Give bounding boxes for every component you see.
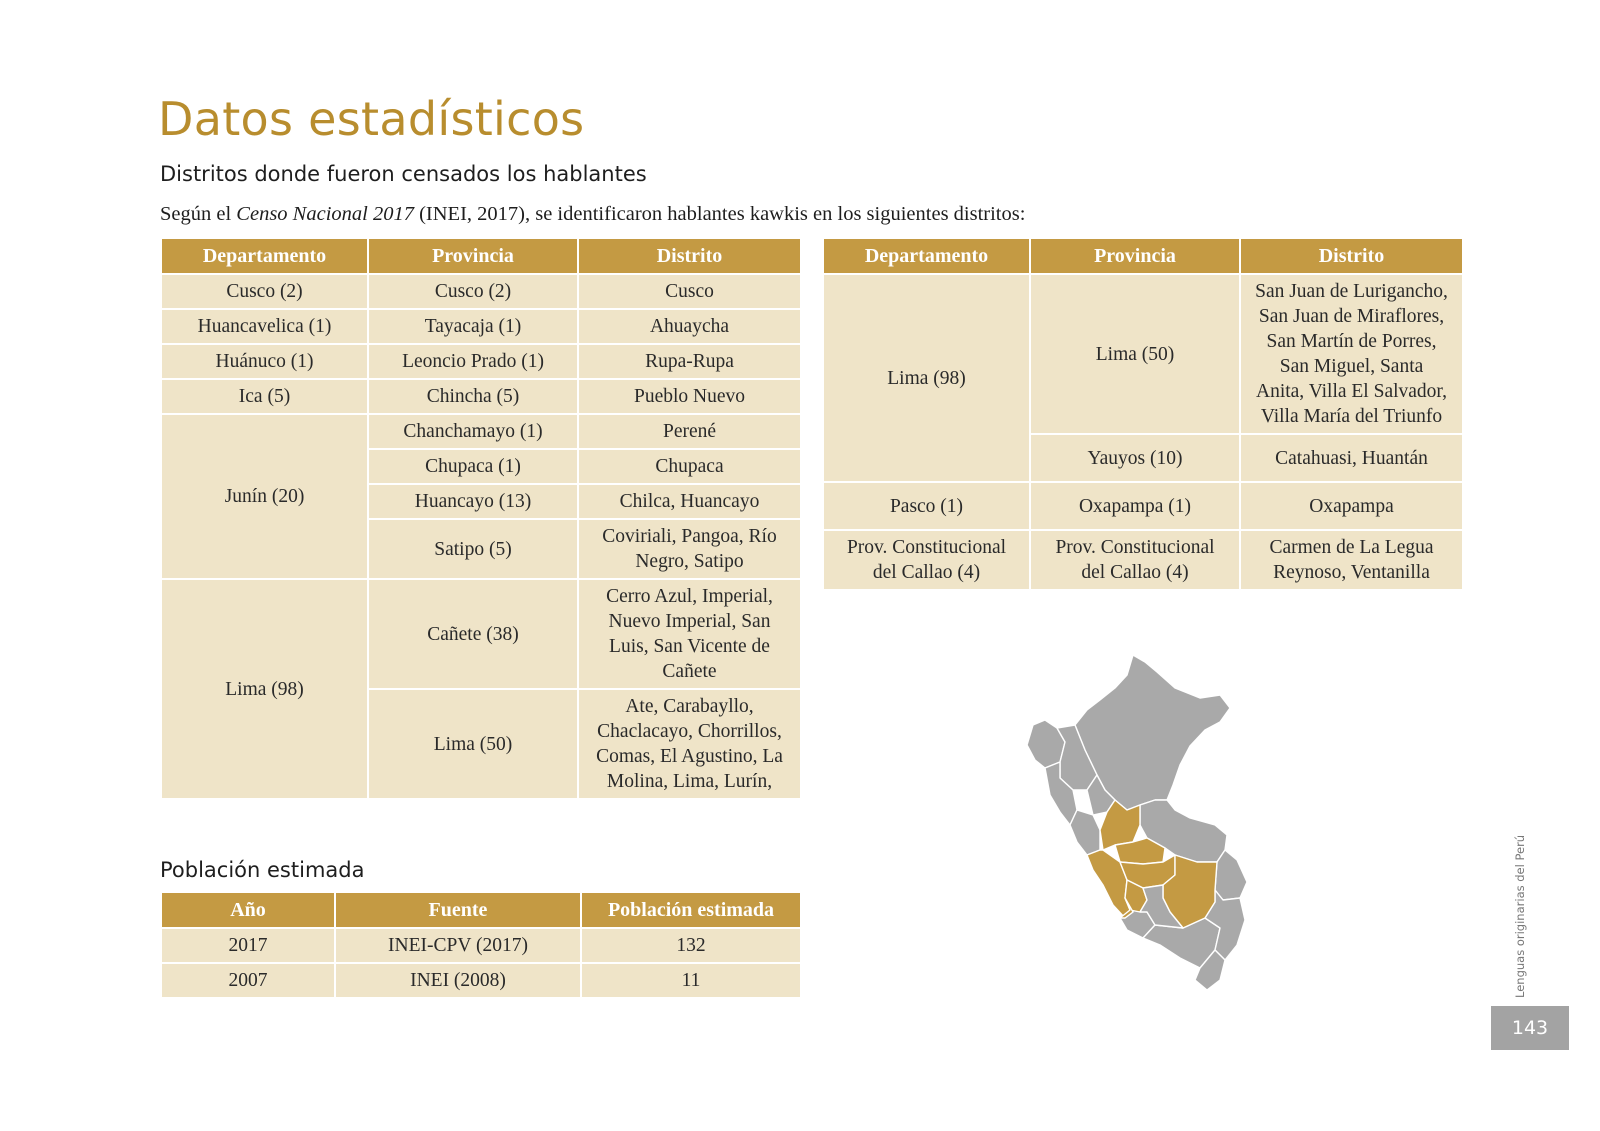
cell-distrito: Rupa-Rupa [578, 344, 801, 379]
cell-provincia: Chanchamayo (1) [368, 414, 578, 449]
table-row [161, 963, 801, 998]
cell-fuente: INEI (2008) [335, 963, 581, 998]
cell-provincia: Satipo (5) [368, 519, 578, 579]
cell-provincia: Prov. Constitucional del Callao (4) [1030, 530, 1240, 590]
cell-provincia: Yauyos (10) [1030, 434, 1240, 482]
table-row [823, 530, 1463, 590]
cell-distrito: Ahuaycha [578, 309, 801, 344]
cell-provincia: Cusco (2) [368, 274, 578, 309]
table-header-row [161, 892, 801, 928]
cell-provincia: Lima (50) [368, 689, 578, 799]
header-provincia: Provincia [368, 238, 578, 274]
intro-census-name: Censo Nacional 2017 [236, 203, 414, 225]
cell-distrito: Chupaca [578, 449, 801, 484]
cell-departamento: Huánuco (1) [161, 344, 368, 379]
cell-provincia: Huancayo (13) [368, 484, 578, 519]
header-distrito: Distrito [578, 238, 801, 274]
cell-anio: 2007 [161, 963, 335, 998]
population-table [160, 891, 802, 999]
table-row [161, 309, 801, 344]
cell-distrito: Chilca, Huancayo [578, 484, 801, 519]
header-departamento: Departamento [161, 238, 368, 274]
cell-distrito: Catahuasi, Huantán [1240, 434, 1463, 482]
cell-provincia: Tayacaja (1) [368, 309, 578, 344]
table-row [161, 414, 801, 449]
cell-provincia: Lima (50) [1030, 274, 1240, 434]
cell-distrito: San Juan de Lurigancho, San Juan de Miraflores, San Martín de Porres, San Miguel, Santa Anita, Villa El Salvador, Villa María del Triunfo [1240, 274, 1463, 434]
page-number: 143 [1491, 1006, 1569, 1050]
cell-poblacion: 132 [581, 928, 801, 963]
intro-text-post: (INEI, 2017), se identificaron hablantes kawkis en los siguientes distritos: [413, 203, 1026, 225]
table-row [161, 344, 801, 379]
cell-departamento: Prov. Constitucional del Callao (4) [823, 530, 1030, 590]
table-row [823, 482, 1463, 530]
map-region-ancash [1070, 810, 1100, 855]
header-distrito: Distrito [1240, 238, 1463, 274]
header-poblacion: Población estimada [581, 892, 801, 928]
cell-distrito: Ate, Carabayllo, Chaclacayo, Chorrillos, Comas, El Agustino, La Molina, Lima, Lurín, [578, 689, 801, 799]
header-anio: Año [161, 892, 335, 928]
header-departamento: Departamento [823, 238, 1030, 274]
intro-paragraph [160, 203, 1025, 226]
cell-distrito: Pueblo Nuevo [578, 379, 801, 414]
cell-departamento: Lima (98) [823, 274, 1030, 482]
cell-departamento: Pasco (1) [823, 482, 1030, 530]
cell-distrito: Cerro Azul, Imperial, Nuevo Imperial, San Luis, San Vicente de Cañete [578, 579, 801, 689]
section-subtitle: Distritos donde fueron censados los hablantes [160, 162, 647, 186]
districts-table-continued [822, 237, 1464, 591]
districts-table [160, 237, 802, 800]
cell-poblacion: 11 [581, 963, 801, 998]
cell-provincia: Oxapampa (1) [1030, 482, 1240, 530]
header-provincia: Provincia [1030, 238, 1240, 274]
peru-map [1015, 650, 1265, 995]
cell-fuente: INEI-CPV (2017) [335, 928, 581, 963]
cell-provincia: Cañete (38) [368, 579, 578, 689]
book-title-vertical: Lenguas originarias del Perú [1513, 834, 1527, 998]
cell-distrito: Coviriali, Pangoa, Río Negro, Satipo [578, 519, 801, 579]
cell-provincia: Chincha (5) [368, 379, 578, 414]
table-header-row [161, 238, 801, 274]
intro-text-pre: Según el [160, 203, 237, 225]
table-row [161, 379, 801, 414]
population-title: Población estimada [160, 858, 365, 882]
table-row [823, 274, 1463, 434]
cell-departamento: Junín (20) [161, 414, 368, 579]
cell-provincia: Chupaca (1) [368, 449, 578, 484]
cell-departamento: Ica (5) [161, 379, 368, 414]
cell-distrito: Carmen de La Legua Reynoso, Ventanilla [1240, 530, 1463, 590]
cell-anio: 2017 [161, 928, 335, 963]
table-row [161, 928, 801, 963]
cell-departamento: Lima (98) [161, 579, 368, 799]
table-row [161, 274, 801, 309]
cell-distrito: Oxapampa [1240, 482, 1463, 530]
table-header-row [823, 238, 1463, 274]
page-title: Datos estadísticos [158, 92, 585, 146]
cell-distrito: Cusco [578, 274, 801, 309]
map-region-madre-de-dios [1215, 850, 1247, 900]
table-row [161, 579, 801, 689]
cell-departamento: Cusco (2) [161, 274, 368, 309]
cell-distrito: Perené [578, 414, 801, 449]
cell-provincia: Leoncio Prado (1) [368, 344, 578, 379]
header-fuente: Fuente [335, 892, 581, 928]
cell-departamento: Huancavelica (1) [161, 309, 368, 344]
